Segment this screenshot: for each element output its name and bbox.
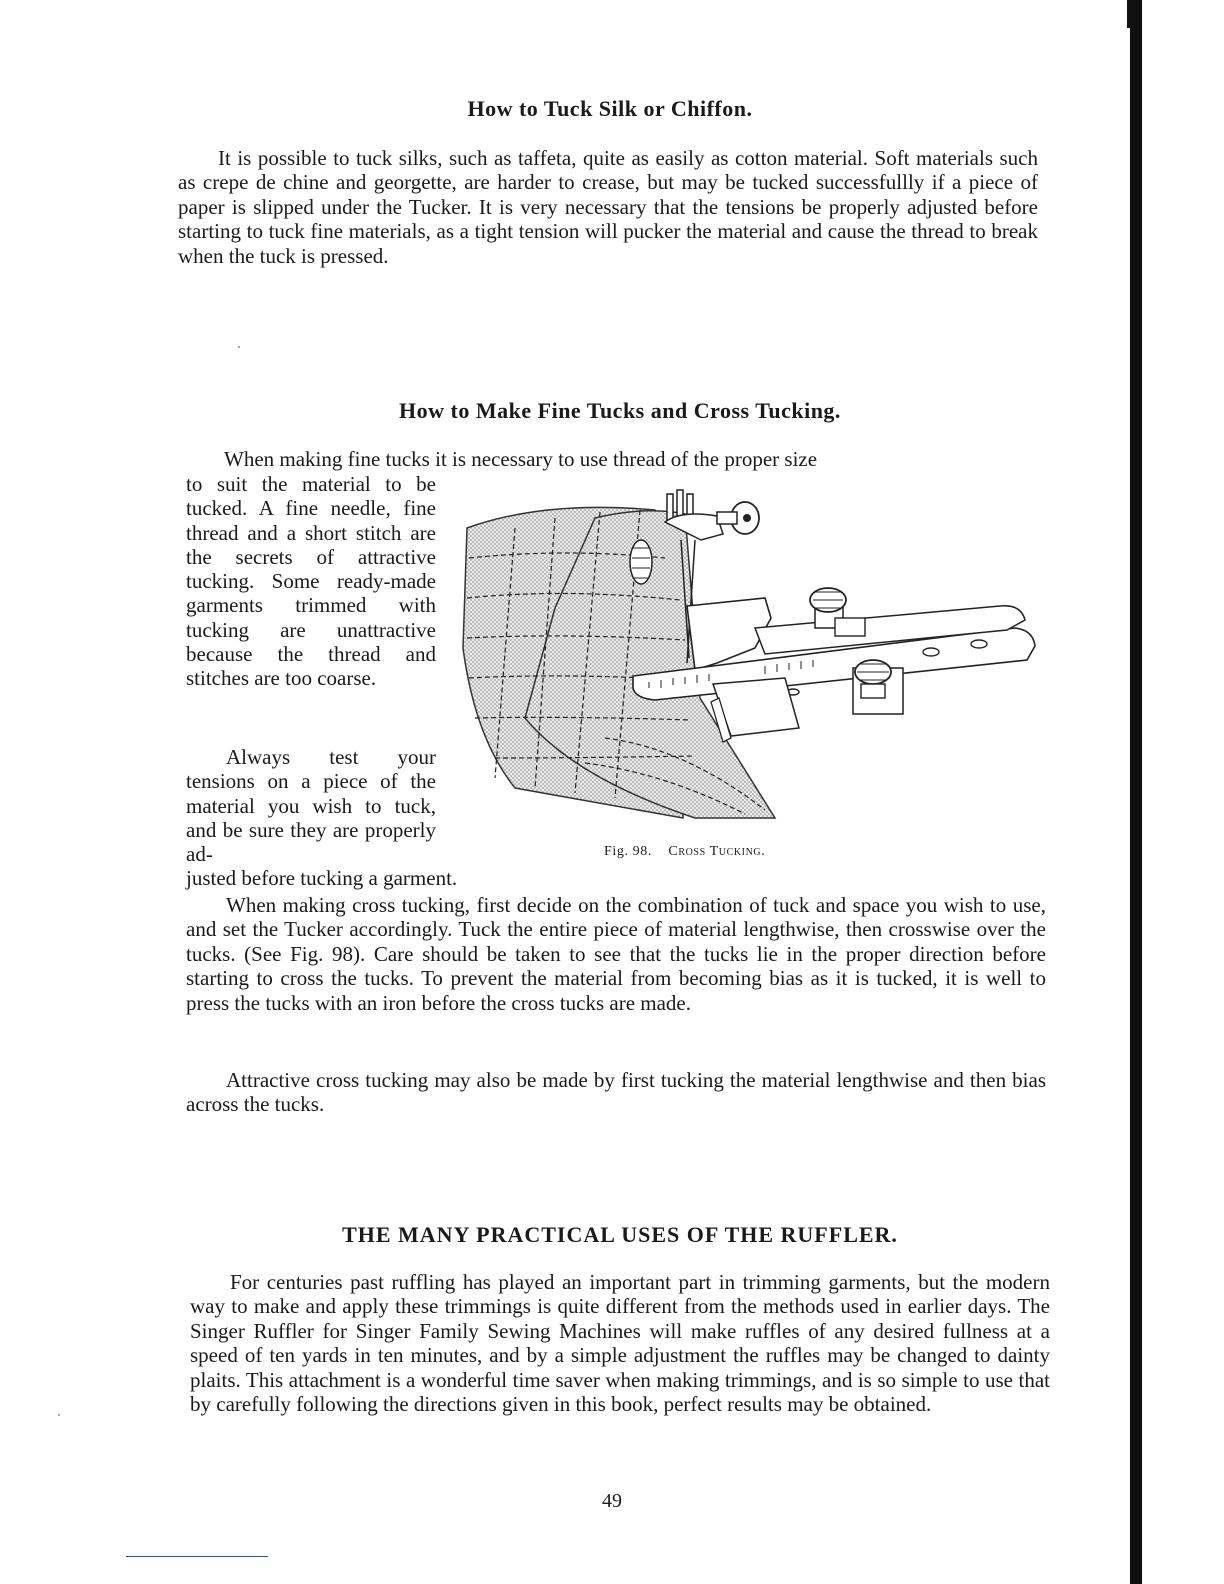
heading-tuck-silk: How to Tuck Silk or Chiffon.: [467, 96, 753, 121]
paragraph-bias-tucking: Attractive cross tucking may also be made by first tucking the material lengthwise and then bias across the tucks.: [186, 1068, 1046, 1117]
scan-edge-bar: [1130, 0, 1142, 1584]
heading-fine-tucks: How to Make Fine Tucks and Cross Tucking.: [399, 398, 841, 423]
paragraph-fine-tucks-wrapped: to suit the material to be tucked. A fine needle, fine thread and a short stitch are the secrets of attractive tucking. Some ready-made garments trimmed with tucking are unattractive because the thread and stitches are too coarse.: [186, 472, 436, 691]
paragraph-test-tensions: Always test your tensions on a piece of the material you wish to tuck, and be sure they are properly ad-: [186, 745, 436, 867]
figure-caption: [604, 844, 765, 860]
footnote-rule: [126, 1556, 268, 1557]
scan-speck: [238, 346, 240, 348]
figure-label: Fig. 98.: [604, 844, 652, 859]
figure-caption-text: Cross Tucking.: [668, 844, 766, 859]
paragraph-ruffler: For centuries past ruffling has played an important part in trimming garments, but the modern way to make and apply these trimmings is quite different from the methods used in earlier days. The Singer Ruffler for Singer Family Sewing Machines will make ruffles of any desired fullness at a speed of ten yards in ten minutes, and by a simple adjustment the ruffles may be changed to dainty plaits. This attachment is a wonderful time saver when making trimmings, and is so simple to use that by carefully following the directions given in this book, perfect results may be obtained.: [190, 1270, 1050, 1417]
page-number: 49: [602, 1490, 622, 1512]
cross-tucking-illustration: [455, 488, 1055, 833]
paragraph-fine-tucks-intro: When making fine tucks it is necessary to use thread of the proper size: [224, 447, 818, 471]
paragraph-tuck-silk: It is possible to tuck silks, such as taffeta, quite as easily as cotton material. Soft materials such as crepe de chine and georgette, are harder to crease, but may be tucked successfullly if a piece of paper is slipped under the Tucker. It is very necessary that the tensions be properly adjusted before starting to tuck fine materials, as a tight tension will pucker the material and cause the thread to break when the tuck is pressed.: [178, 146, 1038, 268]
paragraph-test-tensions-end: justed before tucking a garment.: [186, 866, 458, 890]
heading-ruffler: THE MANY PRACTICAL USES OF THE RUFFLER.: [342, 1222, 898, 1247]
paragraph-cross-tucking: When making cross tucking, first decide on the combination of tuck and space you wish to use, and set the Tucker accordingly. Tuck the entire piece of material lengthwise, then crosswise over the tucks. (See Fig. 98). Care should be taken to see that the tucks lie in the proper direction before starting to cross the tucks. To prevent the material from becoming bias as it is tucked, it is well to press the tucks with an iron before the cross tucks are made.: [186, 893, 1046, 1015]
scan-speck: [58, 1414, 60, 1416]
